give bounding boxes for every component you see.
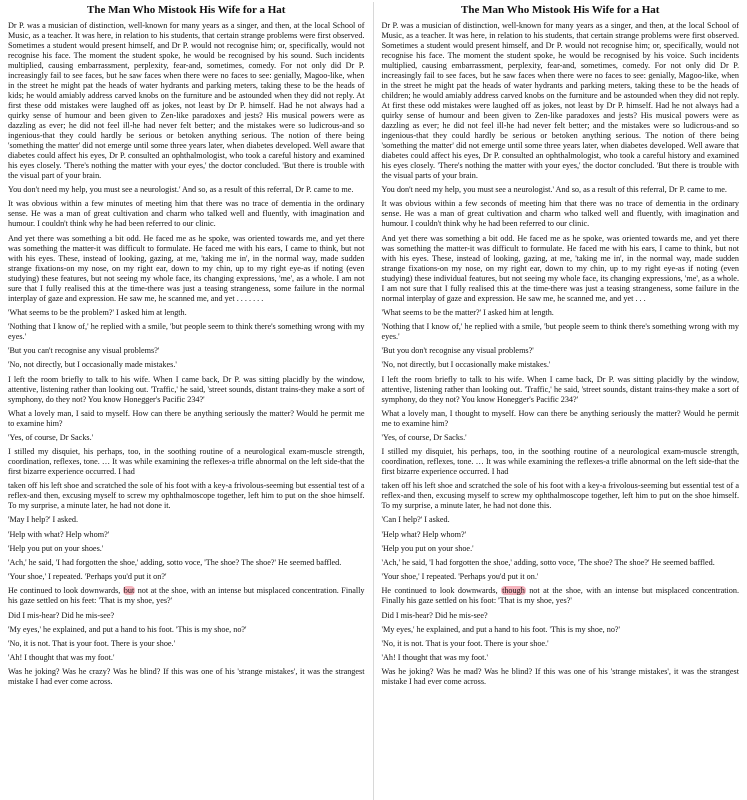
left-paragraph: 'May I help?' I asked.	[8, 515, 79, 525]
highlighted-word: but	[123, 586, 135, 596]
right-paragraph: taken off his left shoe and scratched the sole of his foot with a key-a frivolous-seeming but essential test of a reflex-and then, excusing myself to screw my ophthalmoscope together, left him to put on the shoe himself. To my surprise, a minute later, he had not done this.	[381, 481, 739, 511]
right-paragraphs	[382, 21, 740, 687]
left-paragraphs	[8, 21, 365, 687]
right-paragraph: 'But you don't recognise any visual problems?'	[381, 346, 534, 356]
right-paragraph: 'Ah! I thought that was my foot.'	[381, 653, 488, 663]
right-paragraph: I stilled my disquiet, his perhaps, too, in the soothing routine of a neurological exam-muscle strength, coordination, reflexes, tone. … It was while examining the reflexes-a trifle abnormal on the left side-that the first bizarre experience occurred. I had	[381, 447, 739, 477]
right-paragraph: Was he joking? Was he mad? Was he blind? If this was one of his 'strange mistakes', it was the strangest mistake I had ever come across.	[381, 667, 739, 687]
right-paragraph: 'Yes, of course, Dr Sacks.'	[381, 432, 467, 442]
left-paragraph: 'Ah! I thought that was my foot.'	[8, 653, 115, 663]
left-paragraph	[8, 586, 365, 606]
left-document-title: The Man Who Mistook His Wife for a Hat	[87, 4, 286, 16]
right-paragraph: What a lovely man, I thought to myself. How can there be anything seriously the matter? Would he permit me to examine him?	[381, 408, 739, 428]
left-document-column	[0, 2, 374, 800]
highlight-before: He continued to look downwards,	[8, 586, 123, 596]
highlight-after: not at the shoe, with an intense but misplaced concentration. Finally his gaze settled on his feet: 'That is my shoe, yes?'	[8, 586, 365, 606]
right-document-column	[374, 2, 747, 800]
right-paragraph: 'Can I help?' I asked.	[381, 515, 450, 525]
right-paragraph: 'What seems to be the matter?' I asked him at length.	[381, 307, 554, 317]
left-paragraph: 'No, it is not. That is your foot. There is your shoe.'	[8, 638, 176, 648]
left-paragraph: I left the room briefly to talk to his wife. When I came back, Dr P. was sitting placidly by the window, attentive, listening rather than looking out. 'Traffic,' he said, 'street sounds, distant trains-they make a sort of symphony, do they not? You know Honegger's Pacific 234?'	[8, 374, 365, 404]
highlight-before: He continued to look downwards,	[381, 586, 502, 596]
right-paragraph: I left the room briefly to talk to his wife. When I came back, Dr P. was sitting placidly by the window, attentive, listening rather than looking out. 'Traffic,' he said, 'street sounds, distant trains-they make a sort of symphony, do they not? You know Honegger's Pacific 234?'	[381, 374, 739, 404]
left-paragraph: 'But you can't recognise any visual problems?'	[8, 346, 160, 356]
highlighted-word: though	[502, 586, 525, 596]
left-paragraph: Dr P. was a musician of distinction, well-known for many years as a singer, and then, at the local School of Music, as a teacher. It was here, in relation to his students, that certain strange problems were first observed. Sometimes a student would present himself, and Dr P. would not recognise him; or, specifically, would not recognise his face. The moment the student spoke, he would be recognised by his sound. Such incidents multiplied, causing embarrassment, perplexity, fear-and, sometimes, comedy. For not only did Dr P. increasingly fail to see faces, but he saw faces when there were no faces to see: genially, Magoo-like, when in the street he might pat the heads of water hydrants and parking meters, taking these to be the heads of kids; he would amiably address carved knobs on the furniture and be astounded when they did not reply. At first these odd mistakes were laughed off as jokes, not least by Dr P. himself. Had he not always had a quirky sense of humour and been given to Zen-like paradoxes and jests? His musical powers were as dazzling as ever; he did not feel ill-he had never felt better; and the mistakes were so ludicrous-and so ingenious-that they could hardly be serious or betoken anything serious. The notion of there being 'something the matter' did not emerge until some three years later, when diabetes developed. Well aware that diabetes could affect his eyes, Dr P. consulted an ophthalmologist, who took a careful history and examined his eyes closely. 'There's nothing the matter with your eyes,' the doctor concluded. 'But there is trouble with the visual part of your brain.	[8, 21, 365, 180]
left-paragraph: I stilled my disquiet, his perhaps, too, in the soothing routine of a neurological exam-muscle strength, coordination, reflexes, tone. … It was while examining the reflexes-a trifle abnormal on the left side-that the first bizarre experience occurred. I had	[8, 447, 365, 477]
right-paragraph: It was obvious within a few seconds of meeting him that there was no trace of dementia in the ordinary sense. He was a man of great cultivation and charm who talked well and fluently, with imagination and humour. I couldn't think why he had been referred to our clinic.	[381, 199, 739, 229]
right-paragraph: You don't need my help, you must see a neurologist.' And so, as a result of this referral, Dr P. came to me.	[381, 185, 727, 195]
left-paragraph: 'Yes, of course, Dr Sacks.'	[8, 432, 94, 442]
left-paragraph: 'What seems to be the problem?' I asked him at length.	[8, 307, 187, 317]
left-paragraph: Did I mis-hear? Did he mis-see?	[8, 610, 115, 620]
right-paragraph: Did I mis-hear? Did he mis-see?	[381, 610, 488, 620]
highlight-after: not at the shoe, with an intense but misplaced concentration. Finally his gaze settled on his foot: 'That is my shoe, yes?'	[381, 586, 739, 606]
right-paragraph: 'My eyes,' he explained, and put a hand to his foot. 'This is my shoe, no?'	[381, 624, 621, 634]
right-paragraph: 'Help what? Help whom?'	[381, 529, 467, 539]
left-paragraph: You don't need my help, you must see a neurologist.' And so, as a result of this referral, Dr P. came to me.	[8, 185, 354, 195]
left-paragraph: 'Your shoe,' I repeated. 'Perhaps you'd put it on?'	[8, 572, 167, 582]
right-paragraph: 'No, not directly, but I occasionally make mistakes.'	[381, 360, 551, 370]
right-paragraph: 'Ach,' he said, 'I had forgotten the shoe,' adding, sotto voce, 'The shoe? The shoe?' He seemed baffled.	[381, 558, 715, 567]
left-paragraph: It was obvious within a few minutes of meeting him that there was no trace of dementia in the ordinary sense. He was a man of great cultivation and charm who talked well and fluently, with imagination and humour. I couldn't think why he had been referred to our clinic.	[8, 199, 365, 229]
left-paragraph: What a lovely man, I said to myself. How can there be anything seriously the matter? Would he permit me to examine him?	[8, 408, 365, 428]
right-document-title: The Man Who Mistook His Wife for a Hat	[461, 4, 660, 16]
right-paragraph: 'Your shoe,' I repeated. 'Perhaps you'd put it on.'	[381, 572, 539, 582]
left-paragraph: 'Ach,' he said, 'I had forgotten the shoe,' adding, sotto voce, 'The shoe? The shoe?' He seemed baffled.	[8, 558, 342, 567]
right-paragraph: 'Help you put on your shoe.'	[381, 543, 474, 553]
right-paragraph: Dr P. was a musician of distinction, well-known for many years as a singer, and then, at the local School of Music, as a teacher. It was here, in relation to his students, that certain strange problems were first observed. Sometimes a student would present himself, and Dr P. would not recognise him; or, specifically, would not recognise his face. The moment the student spoke, he would be recognised by his voice. Such incidents multiplied, causing embarrassment, perplexity, fear-and, sometimes, comedy. For not only did Dr P. increasingly fail to see faces, but he saw faces when there were no faces to see: genially, Magoo-like, when in the street he might pat the heads of water hydrants and parking meters, taking these to be the heads of children; he would amiably address carved knobs on the furniture and be astounded when they did not reply. At first these odd mistakes were laughed off as jokes, not least by Dr P. himself. Had he not always had a quirky sense of humour and been given to Zen-like paradoxes and jests? His musical powers were as dazzling as ever; he did not feel ill-he had never felt better; and the mistakes were so ludicrous-and so ingenious-that they could hardly be serious or betoken anything serious. The notion of there being 'something the matter' did not emerge until some three years later, when diabetes developed. Well aware that diabetes could affect his eyes, Dr P. consulted an ophthalmologist, who took a careful history and examined his eyes closely. 'There's nothing the matter with your eyes,' the doctor concluded. 'But there is trouble with the visual parts of your brain.	[381, 21, 739, 180]
left-paragraph: Was he joking? Was he crazy? Was he blind? If this was one of his 'strange mistakes', it was the strangest mistake I had ever come across.	[8, 667, 365, 687]
left-paragraph: 'Help you put on your shoes.'	[8, 543, 104, 553]
left-paragraph: 'Help with what? Help whom?'	[8, 529, 110, 539]
left-paragraph: And yet there was something a bit odd. He faced me as he spoke, was oriented towards me, and yet there was something the matter-it was difficult to formulate. He faced me with his ears, I came to think, but not with his eyes. These, instead of looking, gazing, at me, 'taking me in', in the normal way, made sudden strange fixations-on my nose, on my right ear, down to my chin, up to my right eye-as if noting (even studying) these features, but not seeing my whole face, its changing expressions, 'me', as a whole. I am not sure that I fully realised this at the time-there was just a teasing strangeness, some failure in the normal interplay of gaze and expression. He saw me, he scanned me, and yet . . . . . . .	[8, 233, 365, 303]
left-paragraph: 'My eyes,' he explained, and put a hand to his foot. 'This is my shoe, no?'	[8, 624, 247, 634]
right-paragraph	[382, 586, 740, 606]
left-paragraph: 'Nothing that I know of,' he replied with a smile, 'but people seem to think there's something wrong with my eyes.'	[8, 321, 365, 341]
left-paragraph: 'No, not directly, but I occasionally made mistakes.'	[8, 360, 177, 370]
right-paragraph: And yet there was something a bit odd. He faced me as he spoke, was oriented towards me, and yet there was something the matter-it was difficult to formulate. He faced me with his ears, I came to think, but not with his eyes. These, instead of looking, gazing, at me, 'taking me in', in the normal way, made sudden strange fixations-on my nose, on my right ear, down to my chin, up to my right eye-as if noting (even studying) these individual features, but not seeing my whole face, its changing expressions, 'me', as a whole. I am not sure that I fully realised this at the time-there was just a teasing strangeness, some failure in the normal interplay of gaze and expression. He saw me, he scanned me, and yet . . .	[381, 233, 739, 303]
right-paragraph: 'No, it is not. That is your foot. There is your shoe.'	[381, 638, 549, 648]
right-paragraph: 'Nothing that I know of,' he replied with a smile, 'but people seem to think there's something wrong with my eyes.'	[381, 321, 739, 341]
left-paragraph: taken off his left shoe and scratched the sole of his foot with a key-a frivolous-seeming but essential test of a reflex-and then, excusing myself to screw my ophthalmoscope together, left him to put on the shoe himself. To my surprise, a minute later, he had not done it.	[8, 481, 365, 511]
